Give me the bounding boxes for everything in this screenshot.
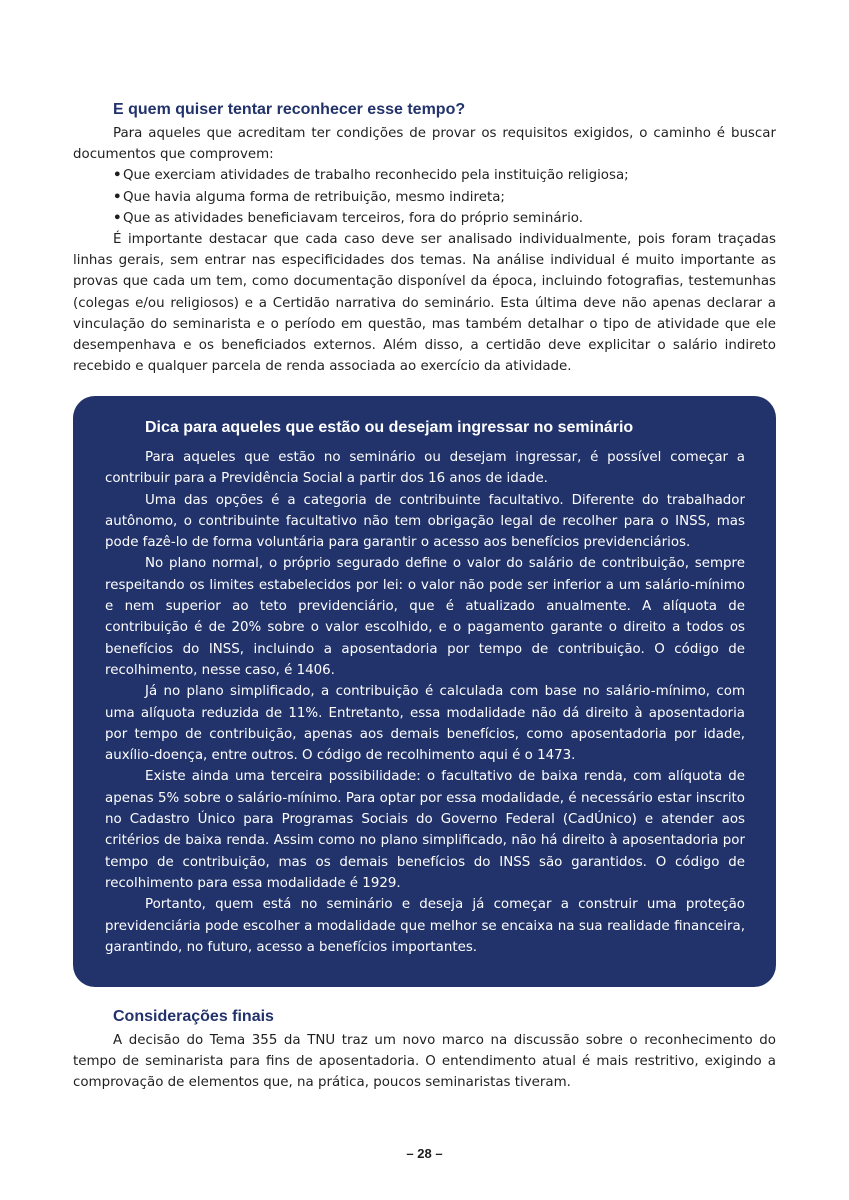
tip-paragraph: Já no plano simplificado, a contribuição é calculada com base no salário-mínimo, com uma alíquota reduzida de 11%. Entretanto, essa modalidade não dá direito à aposentadoria por tempo de contribuição, apenas aos demais benefícios, como aposentadoria por idade, auxílio-doença, entre outros. O código de recolhimento aqui é o 1473. [105, 684, 745, 764]
tip-paragraph: Uma das opções é a categoria de contribuinte facultativo. Diferente do trabalhador autônomo, o contribuinte facultativo não tem obrigação legal de recolher para o INSS, mas pode fazê-lo de forma voluntária para garantir o acesso aos benefícios previdenciários. [105, 492, 745, 551]
list-item: •Que exerciam atividades de trabalho reconhecido pela instituição religiosa; [113, 165, 776, 186]
section-heading: Considerações finais [113, 1008, 274, 1025]
list-item: •Que havia alguma forma de retribuição, mesmo indireta; [113, 187, 776, 208]
list-item: •Que as atividades beneficiavam terceiros, fora do próprio seminário. [113, 208, 776, 229]
section-final-considerations [73, 1007, 776, 1094]
tip-paragraph: Para aqueles que estão no seminário ou desejam ingressar, é possível começar a contribuir para a Previdência Social a partir dos 16 anos de idade. [105, 450, 745, 487]
requirements-list [73, 165, 776, 229]
tip-paragraph: Portanto, quem está no seminário e deseja já começar a construir uma proteção previdenciária pode escolher a modalidade que melhor se encaixa na sua realidade financeira, garantindo, no futuro, acesso a benefícios importantes. [105, 897, 745, 955]
tip-paragraph: Existe ainda uma terceira possibilidade: o facultativo de baixa renda, com alíquota de apenas 5% sobre o salário-mínimo. Para optar por essa modalidade, é necessário estar inscrito no Cadastro Único para Programas Sociais do Governo Federal (CadÚnico) e atender aos critérios de baixa renda. Assim como no plano simplificado, não há direito à aposentadoria por tempo de contribuição, mas os demais benefícios do INSS são garantidos. O código de recolhimento para essa modalidade é 1929. [105, 769, 745, 891]
section-heading: E quem quiser tentar reconhecer esse tempo? [113, 101, 466, 118]
analysis-paragraph: É importante destacar que cada caso deve ser analisado individualmente, pois foram traçadas linhas gerais, sem entrar nas especificidades dos temas. Na análise individual é muito importante as provas que cada um tem, como documentação disponível da época, incluindo fotografias, testemunhas (colegas e/ou religiosos) e a Certidão narrativa do seminário. Esta última deve não apenas declarar a vinculação do seminarista e o período em questão, mas também detalhar o tipo de atividade que ele desempenhava e os beneficiados externos. Além disso, a certidão deve explicitar o salário indireto recebido e qualquer parcela de renda associada ao exercício da atividade. [73, 232, 776, 375]
bullet-icon: • [113, 210, 122, 226]
tip-box-content [105, 418, 745, 958]
section-recognition [73, 100, 776, 377]
tip-paragraph: No plano normal, o próprio segurado define o valor do salário de contribuição, sempre respeitando os limites estabelecidos por lei: o valor não pode ser inferior a um salário-mínimo e nem superior ao teto previdenciário, que é atualizado anualmente. A alíquota de contribuição é de 20% sobre o valor escolhido, e o pagamento garante o direito a todos os benefícios do INSS, incluindo a aposentadoria por tempo de contribuição. O código de recolhimento, nesse caso, é 1406. [105, 556, 745, 678]
bullet-icon: • [113, 168, 122, 184]
bullet-icon: • [113, 189, 122, 205]
final-paragraph: A decisão do Tema 355 da TNU traz um novo marco na discussão sobre o reconhecimento do tempo de seminarista para fins de aposentadoria. O entendimento atual é mais restritivo, exigindo a comprovação de elementos que, na prática, poucos seminaristas tiveram. [73, 1033, 776, 1091]
tip-box [73, 396, 776, 987]
intro-paragraph: Para aqueles que acreditam ter condições de provar os requisitos exigidos, o caminho é buscar documentos que comprovem: [73, 126, 776, 163]
tip-box-heading: Dica para aqueles que estão ou desejam ingressar no seminário [145, 419, 634, 436]
page-number: – 28 – [406, 1146, 443, 1161]
